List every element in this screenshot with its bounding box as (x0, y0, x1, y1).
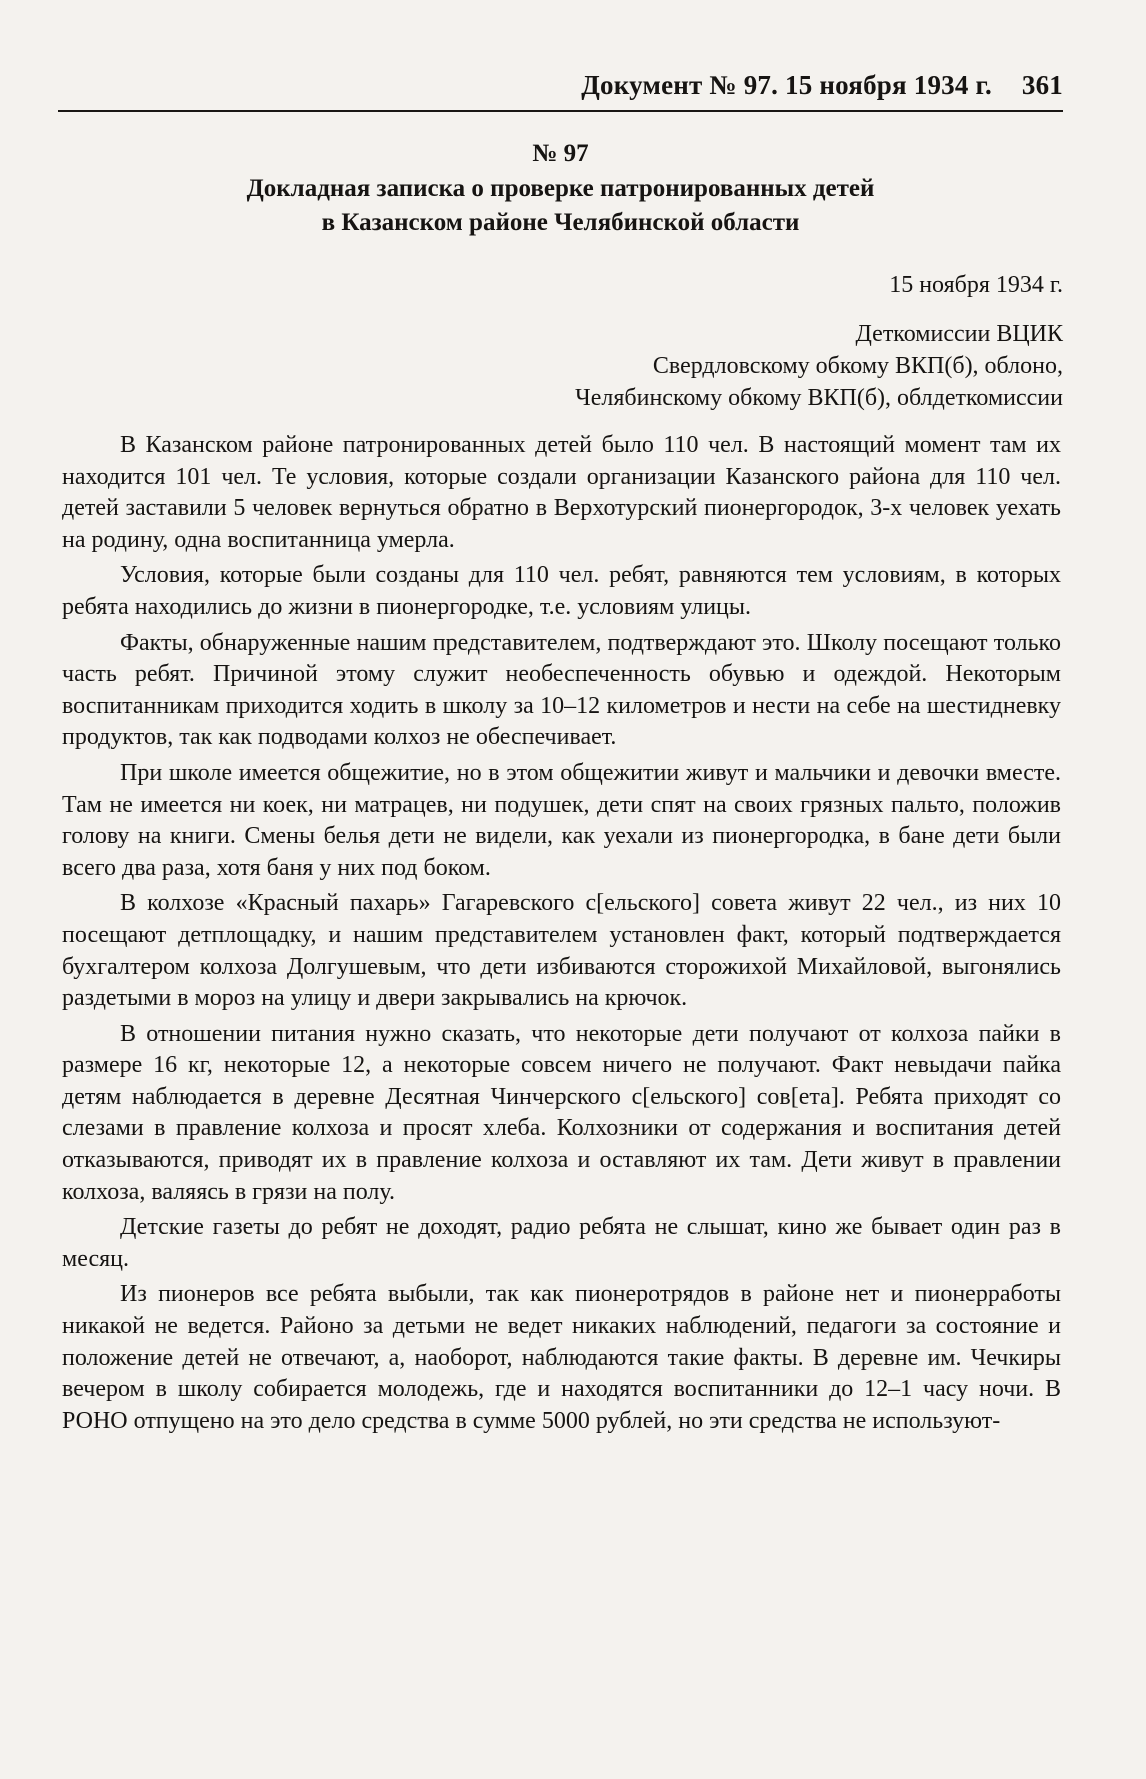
addressees (575, 318, 1063, 414)
document-date: 15 ноября 1934 г. (889, 272, 1063, 298)
document-title (58, 172, 1063, 240)
paragraph: В отношении питания нужно сказать, что некоторые дети получают от колхоза пайки в размере 16 кг, некоторые 12, а некоторые совсем ничего не получают. Факт невыдачи пайка детям наблюдается в деревне Десятная Чинчерского с[ельского] сов[ета]. Ребята приходят со слезами в правление колхоза и просят хлеба. Колхозники от содержания и воспитания детей отказываются, приводят их в правление колхоза и оставляют их там. Дети живут в правлении колхоза, валяясь в грязи на полу. (62, 1020, 1061, 1205)
page-number: 361 (1021, 70, 1063, 100)
document-title-line-1: Докладная записка о проверке патронированных детей (246, 175, 875, 202)
paragraph: При школе имеется общежитие, но в этом общежитии живут и мальчики и девочки вместе. Там не имеется ни коек, ни матрацев, ни подушек, дети спят на своих грязных пальто, положив голову на книги. Смены белья дети не видели, как уехали из пионергородка, в бане дети были всего два раза, хотя баня у них под боком. (62, 759, 1061, 881)
document-title-line-2: в Казанском районе Челябинской области (321, 209, 800, 236)
header-rule (58, 110, 1063, 112)
paragraph: Условия, которые были созданы для 110 чел. ребят, равняются тем условиям, в которых ребята находились до жизни в пионергородке, т.е. условиям улицы. (62, 562, 1061, 620)
paragraph: Детские газеты до ребят не доходят, радио ребята не слышат, кино же бывает один раз в месяц. (62, 1214, 1061, 1272)
running-header-title: Документ № 97. 15 ноября 1934 г. (581, 70, 992, 100)
document-body (62, 430, 1061, 1441)
running-header (58, 70, 1063, 110)
addressee-line: Свердловскому обкому ВКП(б), облоно, (652, 353, 1063, 379)
addressee-line: Деткомиссии ВЦИК (855, 321, 1063, 347)
paragraph: В колхозе «Красный пахарь» Гагаревского с[ельского] совета живут 22 чел., из них 10 посещают детплощадку, и нашим представителем установлен факт, который подтверждается бухгалтером колхоза Долгушевым, что дети избиваются сторожихой Михайловой, выгонялись раздетыми в мороз на улицу и двери закрывались на крючок. (62, 890, 1061, 1012)
paragraph: Факты, обнаруженные нашим представителем, подтверждают это. Школу посещают только часть ребят. Причиной этому служит необеспеченность обувью и одеждой. Некоторым воспитанникам приходится ходить в школу за 10–12 километров и нести на себе на шестидневку продуктов, так как подводами колхоз не обеспечивает. (62, 629, 1061, 751)
paragraph: В Казанском районе патронированных детей было 110 чел. В настоящий момент там их находится 101 чел. Те условия, которые создали организации Казанского района для 110 чел. детей заставили 5 человек вернуться обратно в Верхотурский пионергородок, 3-х человек уехать на родину, одна воспитанница умерла. (62, 432, 1061, 553)
addressee-line: Челябинскому обкому ВКП(б), облдеткомиссии (575, 385, 1063, 411)
paragraph: Из пионеров все ребята выбыли, так как пионеротрядов в районе нет и пионерработы никакой не ведется. Районо за детьми не ведет никаких наблюдений, педагоги за состояние и положение детей не отвечают, а, наоборот, наблюдаются такие факты. В деревне им. Чечкиры вечером в школу собирается молодежь, где и находятся воспитанники до 12–1 часу ночи. В РОНО отпущено на это дело средства в сумме 5000 рублей, но эти средства не используют- (62, 1281, 1061, 1434)
document-number: № 97 (532, 140, 589, 167)
